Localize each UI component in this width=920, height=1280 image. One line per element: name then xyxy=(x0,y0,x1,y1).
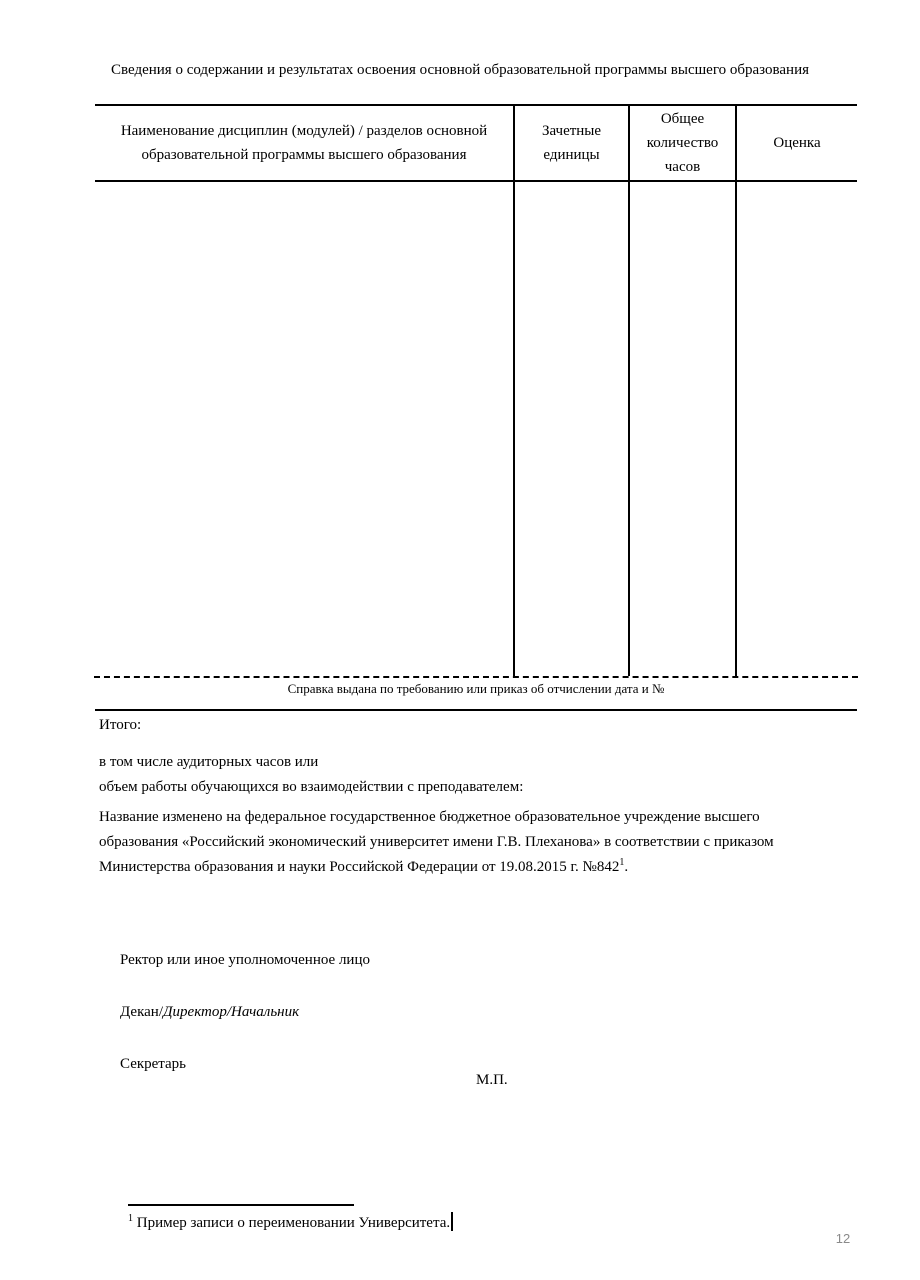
rename-note xyxy=(99,805,774,880)
signature-line-dean xyxy=(120,1004,299,1021)
body-cell-disciplines xyxy=(95,182,513,676)
contact-hours-line2: объем работы обучающихся во взаимодействии с преподавателем: xyxy=(99,779,524,795)
body-cell-total-hours xyxy=(628,182,735,676)
footnote-marker: 1 xyxy=(128,1213,133,1224)
signature-line-rector: Ректор или иное уполномоченное лицо xyxy=(120,952,370,968)
dashed-separator xyxy=(94,676,858,678)
header-cell-total-hours: Общее количество часов xyxy=(628,106,735,180)
contact-hours-line1: в том числе аудиторных часов или xyxy=(99,754,319,770)
body-cell-grade xyxy=(735,182,857,676)
header-cell-disciplines: Наименование дисциплин (модулей) / разделов основной образовательной программы высшего образования xyxy=(120,123,488,163)
dean-label-regular: Декан/ xyxy=(120,1004,163,1020)
signature-line-secretary: Секретарь xyxy=(120,1056,187,1072)
body-cell-credit-units xyxy=(513,182,628,676)
rename-note-line1: Название изменено на федеральное государственное бюджетное образовательное учреждение высшего xyxy=(99,809,760,825)
dean-label-italic: Директор/Начальник xyxy=(163,1004,300,1020)
rename-note-line2: образования «Российский экономический университет имени Г.В. Плеханова» в соответствии с приказом xyxy=(99,834,774,850)
text-cursor xyxy=(451,1212,453,1231)
rename-note-line3: Министерства образования и науки Российской Федерации от 19.08.2015 г. №842$^1$. xyxy=(99,857,629,875)
header-cell-grade: Оценка xyxy=(735,106,857,180)
footnote-reference-mark: 1 xyxy=(619,857,625,868)
totals-label: Итого: xyxy=(99,717,142,733)
reference-note: Справка выдана по требованию или приказ об отчислении дата и № xyxy=(287,681,665,696)
header-cell-credit-units: Зачетные единицы xyxy=(513,106,628,180)
transcript-table xyxy=(95,104,857,676)
footnote-separator-line xyxy=(128,1204,354,1206)
footnote xyxy=(128,1212,453,1232)
totals-separator-line xyxy=(95,709,857,711)
contact-hours-note xyxy=(99,750,523,800)
table-header-row xyxy=(95,104,857,182)
page-number: 12 xyxy=(835,1231,851,1246)
table-body-empty xyxy=(95,182,857,676)
document-title: Сведения о содержании и результатах освоения основной образовательной программы высшего образования xyxy=(110,62,809,78)
seal-mark: М.П. xyxy=(476,1072,508,1088)
footnote-text: Пример записи о переименовании Университета. xyxy=(133,1215,451,1231)
